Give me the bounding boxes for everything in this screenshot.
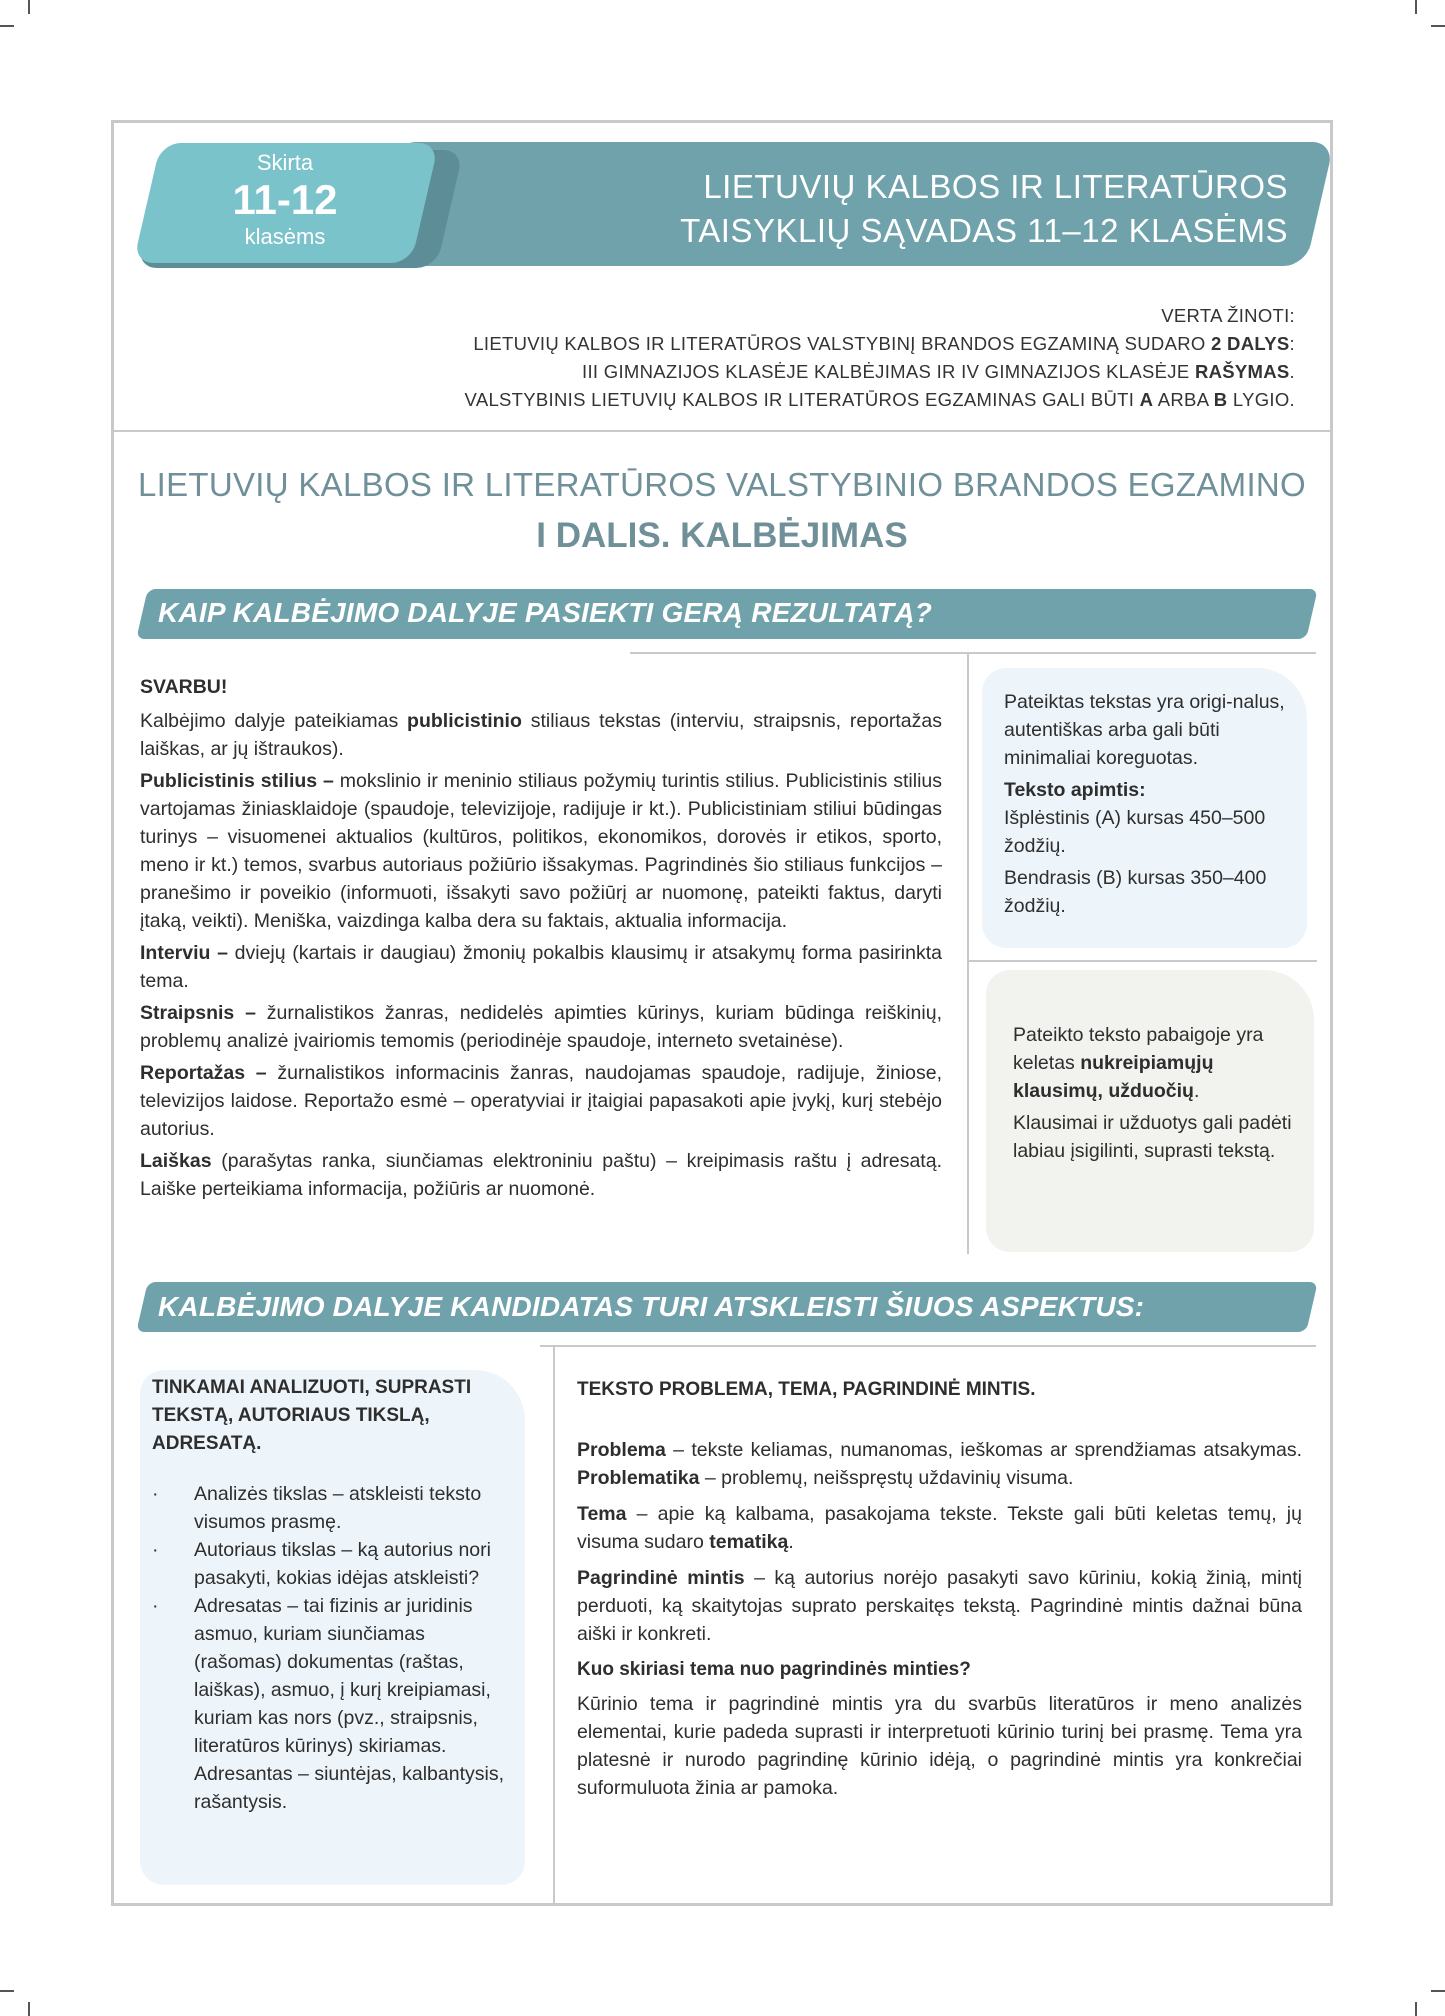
- text: dviejų (kartais ir daugiau) žmonių pokalbis klausimų ir atsakymų forma pasirinkta tema.: [140, 942, 942, 992]
- text: .: [1193, 1080, 1200, 1102]
- aspect-heading: TINKAMAI ANALIZUOTI, SUPRASTI TEKSTĄ, AUTORIAUS TIKSLĄ, ADRESATĄ.: [152, 1377, 472, 1454]
- divider: [967, 960, 1317, 962]
- text: – tekste keliamas, numanomas, ieškomas ar sprendžiamas atsakymas.: [665, 1439, 1302, 1461]
- text: :: [1289, 333, 1295, 354]
- document-title: [680, 165, 1288, 253]
- bullet: ·: [152, 1483, 159, 1505]
- paragraph: [577, 1436, 1302, 1492]
- text: stiliaus tekstas (interviu, straipsnis, reportažas laiškas, ar jų ištraukos).: [140, 710, 942, 760]
- paragraph: Kūrinio tema ir pagrindinė mintis yra du svarbūs literatūros ir meno analizės elementai, kurie padeda suprasti ir interpretuoti kūrinio turinį bei prasmę. Tema yra platesnė ir nurodo pagrindinę kūrinio idėją, o pagrindinė mintis yra konkrečiai suformuluota žinia ar pamoka.: [577, 1693, 1302, 1799]
- text-bold: nukreipiamųjų klausimų, užduočių: [1013, 1052, 1214, 1102]
- paragraph: Klausimai ir užduotys gali padėti labiau įsigilinti, suprasti tekstą.: [1013, 1112, 1292, 1162]
- text: LYGIO.: [1227, 389, 1295, 410]
- paragraph: [140, 767, 942, 935]
- notice-line: [465, 386, 1295, 414]
- crop-mark: [0, 1990, 14, 1992]
- text: – ką autorius norėjo pasakyti savo kūriniu, kokią žinią, mintį perduoti, ką skaitytojas suprato perskaitęs tekstą. Pagrindinė mintis dažnai būna aiški ir konkreti.: [577, 1567, 1303, 1645]
- main-text: [140, 673, 942, 1207]
- note-card-text: [1013, 1021, 1303, 1169]
- bullet-list: [152, 1480, 512, 1816]
- paragraph: [140, 1147, 942, 1203]
- text: (parašytas ranka, siunčiamas elektroniniu paštu) – kreipimasis raštu į adresatą. Laiške perteikiama informacija, požiūris ar nuomonė.: [140, 1150, 942, 1200]
- text-bold: RAŠYMAS: [1194, 361, 1290, 382]
- text-bold: A: [1139, 389, 1154, 410]
- text: Pateikto teksto pabaigoje yra keletas: [1013, 1024, 1264, 1074]
- list-item-text: Adresatas – tai fizinis ar juridinis asmuo, kuriam siunčiamas (rašomas) dokumentas (raštas, laiškas), asmuo, į kurį kreipiamasi, kuriam kas nors (pvz., straipsnis, literatūros kūrinys) skiriamas. Adresantas – siuntėjas, kalbantysis, rašantysis.: [194, 1595, 505, 1813]
- text-bold: B: [1213, 389, 1228, 410]
- text: žurnalistikos informacinis žanras, naudojamas spaudoje, radijuje, žiniose, televizijos laidose. Reportažo esmė – operatyviai ir įtaigiai papasakoti apie įvykį, kurį stebėjo autorius.: [140, 1062, 942, 1140]
- notice-heading: VERTA ŽINOTI:: [1161, 305, 1295, 326]
- text: .: [788, 1531, 794, 1553]
- text: – problemų, neišspręstų uždavinių visuma.: [699, 1467, 1074, 1489]
- paragraph: [140, 1059, 942, 1143]
- text-bold: publicistinio: [407, 710, 522, 732]
- text: VALSTYBINIS LIETUVIŲ KALBOS IR LITERATŪROS EGZAMINAS GALI BŪTI: [464, 389, 1140, 410]
- list-item-text: Analizės tikslas – atskleisti teksto visumos prasmę.: [194, 1483, 482, 1533]
- crop-mark: [1431, 1990, 1445, 1992]
- aspect-heading: TEKSTO PROBLEMA, TEMA, PAGRINDINĖ MINTIS.: [577, 1379, 1036, 1400]
- term: Laiškas: [140, 1150, 212, 1172]
- aspect-text: [577, 1376, 1302, 1810]
- term: Problematika: [577, 1467, 700, 1489]
- bullet: ·: [152, 1539, 159, 1561]
- aspect-card-text: [152, 1374, 512, 1816]
- notice-line: [465, 330, 1295, 358]
- bullet: ·: [152, 1595, 159, 1617]
- crop-mark: [1431, 25, 1445, 27]
- title-line-1: LIETUVIŲ KALBOS IR LITERATŪROS: [703, 168, 1288, 205]
- paragraph: [577, 1500, 1302, 1556]
- list-item: [152, 1592, 512, 1816]
- term: tematiką: [709, 1531, 789, 1553]
- text: .: [1289, 361, 1295, 382]
- tab-grade: 11-12: [232, 176, 338, 223]
- crop-mark: [1415, 2002, 1417, 2016]
- paragraph: [140, 999, 942, 1055]
- term: Interviu –: [140, 942, 228, 964]
- divider: [540, 1345, 1316, 1347]
- card-heading: Teksto apimtis:: [1004, 779, 1146, 801]
- paragraph: [140, 939, 942, 995]
- paragraph: Išplėstinis (A) kursas 450–500 žodžių.: [1004, 807, 1266, 857]
- text: LIETUVIŲ KALBOS IR LITERATŪROS VALSTYBINĮ BRANDOS EGZAMINĄ SUDARO: [473, 333, 1212, 354]
- title-line-2: TAISYKLIŲ SĄVADAS 11–12 KLASĖMS: [680, 212, 1288, 249]
- divider: [553, 1347, 555, 1903]
- text: ARBA: [1153, 389, 1214, 410]
- divider: [630, 652, 1316, 654]
- question: Kuo skiriasi tema nuo pagrindinės minties?: [577, 1659, 971, 1680]
- crop-mark: [28, 0, 30, 14]
- paragraph: [577, 1564, 1302, 1648]
- paragraph: Pateiktas tekstas yra origi-nalus, autentiškas arba gali būti minimaliai koreguotas.: [1004, 691, 1285, 769]
- notice-line: [465, 358, 1295, 386]
- text: žurnalistikos žanras, nedidelės apimties kūrinys, kuriam būdinga reiškinių, problemų analizė įvairiomis temomis (periodinėje spaudoje, interneto svetainėse).: [140, 1002, 942, 1052]
- text: mokslinio ir meninio stiliaus požymių turintis stilius. Publicistinis stilius vartojamas žiniasklaidoje (spaudoje, televizijoje, radijuje ir kt.). Publicistiniam stiliui būdingas turinys – visuomenei aktualios (kultūros, politikos, ekonomikos, dorovės ir etikos, sporto, meno ir kt.) temos, svarbus autoriaus požiūrio išsakymas. Pagrindinės šio stiliaus funkcijos – pranešimo ir poveikio (informuoti, išsakyti savo požiūrį ar nuomonę, pateikti faktus, daryti įtaką, veikti). Meniška, vaizdinga kalba dera su faktais, aktualia informacija.: [140, 770, 942, 932]
- paragraph: [140, 707, 942, 763]
- section-title: KALBĖJIMO DALYJE KANDIDATAS TURI ATSKLEISTI ŠIUOS ASPEKTUS:: [158, 1291, 1145, 1322]
- exam-title: LIETUVIŲ KALBOS IR LITERATŪROS VALSTYBINIO BRANDOS EGZAMINO: [137, 466, 1307, 503]
- text: III GIMNAZIJOS KLASĖJE KALBĖJIMAS IR IV GIMNAZIJOS KLASĖJE: [582, 361, 1195, 382]
- grade-tab-text: [160, 148, 410, 252]
- crop-mark: [28, 2002, 30, 2016]
- paragraph: [1013, 1021, 1303, 1105]
- term: Tema: [577, 1503, 627, 1525]
- list-item: [152, 1480, 512, 1536]
- term: Publicistinis stilius –: [140, 770, 334, 792]
- divider: [967, 654, 969, 1254]
- text: Kalbėjimo dalyje pateikiamas: [140, 710, 408, 732]
- list-item: [152, 1536, 512, 1592]
- text: – apie ką kalbama, pasakojama tekste. Tekste gali būti keletas temų, jų visuma sudaro: [577, 1503, 1302, 1553]
- important-label: SVARBU!: [140, 676, 228, 698]
- exam-subtitle: I DALIS. KALBĖJIMAS: [536, 516, 908, 555]
- crop-mark: [0, 25, 14, 27]
- crop-mark: [1415, 0, 1417, 14]
- section-title: KAIP KALBĖJIMO DALYJE PASIEKTI GERĄ REZULTATĄ?: [158, 597, 933, 628]
- tab-label-top: Skirta: [256, 150, 314, 175]
- term: Problema: [577, 1439, 666, 1461]
- notice-block: [465, 302, 1295, 414]
- term: Reportažas –: [140, 1062, 267, 1084]
- tab-label-bottom: klasėms: [244, 224, 326, 249]
- paragraph: Bendrasis (B) kursas 350–400 žodžių.: [1004, 867, 1267, 917]
- info-card-text: [1004, 688, 1306, 924]
- term: Pagrindinė mintis: [577, 1567, 745, 1589]
- term: Straipsnis –: [140, 1002, 256, 1024]
- divider: [111, 430, 1333, 432]
- text-bold: 2 DALYS: [1211, 333, 1290, 354]
- list-item-text: Autoriaus tikslas – ką autorius nori pasakyti, kokias idėjas atskleisti?: [194, 1539, 491, 1589]
